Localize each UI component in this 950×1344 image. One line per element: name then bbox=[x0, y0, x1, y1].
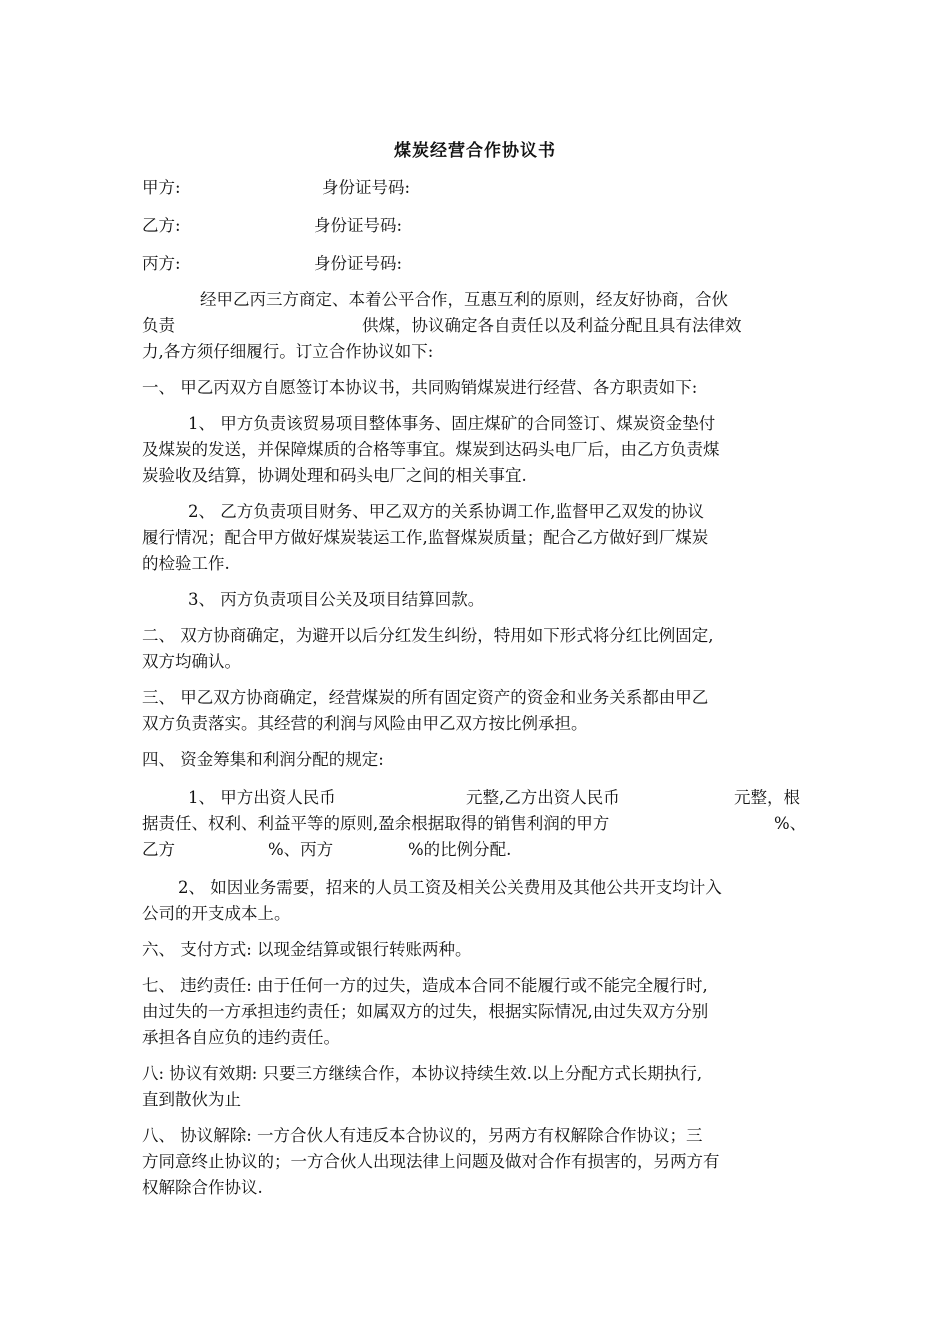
section-1-item-3: 3、 丙方负责项目公关及项目结算回款。 bbox=[188, 590, 485, 609]
section-1-heading: 一、 甲乙丙双方自愿签订本协议书，共同购销煤炭进行经营、各方职责如下: bbox=[142, 378, 698, 397]
section-1-item-2-line-1: 2、 乙方负责项目财务、甲乙双方的关系协调工作,监督甲乙双发的协议 bbox=[188, 502, 704, 521]
intro-line-2b: 供煤，协议确定各自责任以及利益分配且具有法律效 bbox=[362, 316, 742, 335]
section-1-item-1-line-1: 1、 甲方负责该贸易项目整体事务、固庄煤矿的合同签订、煤炭资金垫付 bbox=[188, 414, 716, 433]
section-4-item-1-b: 元整,乙方出资人民币 bbox=[466, 788, 620, 807]
document-title: 煤炭经营合作协议书 bbox=[394, 141, 556, 161]
section-9-line-2: 方同意终止协议的；一方合伙人出现法律上问题及做对合作有损害的，另两方有 bbox=[142, 1152, 720, 1171]
section-8-line-2: 直到散伙为止 bbox=[142, 1090, 241, 1109]
section-1-item-1-line-2: 及煤炭的发送，并保障煤质的合格等事宜。煤炭到达码头电厂后，由乙方负责煤 bbox=[142, 440, 720, 459]
section-7-line-1: 七、 违约责任: 由于任何一方的过失，造成本合同不能履行或不能完全履行时, bbox=[142, 976, 708, 995]
section-3-line-1: 三、 甲乙双方协商确定，经营煤炭的所有固定资产的资金和业务关系都由甲乙 bbox=[142, 688, 709, 707]
section-4-item-1-c: 元整，根 bbox=[734, 788, 800, 807]
section-4-item-1-line-3-c: %的比例分配. bbox=[408, 840, 512, 859]
section-4-item-1-line-3-a: 乙方 bbox=[142, 840, 175, 859]
section-2-line-1: 二、 双方协商确定，为避开以后分红发生纠纷，特用如下形式将分红比例固定, bbox=[142, 626, 714, 645]
section-4-item-2-line-2: 公司的开支成本上。 bbox=[142, 904, 291, 923]
section-4-item-1-a: 1、 甲方出资人民币 bbox=[188, 788, 336, 807]
party-b-label: 乙方: bbox=[142, 216, 181, 235]
party-c-label: 丙方: bbox=[142, 254, 181, 273]
section-2-line-2: 双方均确认。 bbox=[142, 652, 241, 671]
party-b-id-label: 身份证号码: bbox=[314, 216, 403, 235]
intro-line-2a: 负责 bbox=[142, 316, 175, 335]
section-7-line-3: 承担各自应负的违约责任。 bbox=[142, 1028, 340, 1047]
section-1-item-2-line-3: 的检验工作. bbox=[142, 554, 230, 573]
section-6: 六、 支付方式: 以现金结算或银行转账两种。 bbox=[142, 940, 472, 959]
intro-line-1: 经甲乙丙三方商定、本着公平合作，互惠互利的原则，经友好协商，合伙 bbox=[200, 290, 728, 309]
party-a-id-label: 身份证号码: bbox=[322, 178, 411, 197]
party-a-row bbox=[142, 176, 181, 200]
section-9-line-1: 八、 协议解除: 一方合伙人有违反本合协议的，另两方有权解除合作协议；三 bbox=[142, 1126, 703, 1145]
party-a-label: 甲方: bbox=[142, 178, 181, 197]
section-1-item-2-line-2: 履行情况；配合甲方做好煤炭装运工作,监督煤炭质量；配合乙方做好到厂煤炭 bbox=[142, 528, 709, 547]
section-9-line-3: 权解除合作协议. bbox=[142, 1178, 263, 1197]
section-1-item-1-line-3: 炭验收及结算，协调处理和码头电厂之间的相关事宜. bbox=[142, 466, 527, 485]
section-3-line-2: 双方负责落实。其经营的利润与风险由甲乙双方按比例承担。 bbox=[142, 714, 588, 733]
section-4-heading: 四、 资金筹集和利润分配的规定: bbox=[142, 750, 384, 769]
section-4-item-1-line-3-b: %、丙方 bbox=[268, 840, 334, 859]
section-4-item-1-line-2-a: 据责任、权利、利益平等的原则,盈余根据取得的销售利润的甲方 bbox=[142, 814, 610, 833]
section-4-item-1-line-2-b: %、 bbox=[774, 814, 807, 833]
intro-line-3: 力,各方须仔细履行。订立合作协议如下: bbox=[142, 342, 434, 361]
section-8-line-1: 八: 协议有效期: 只要三方继续合作，本协议持续生效.以上分配方式长期执行, bbox=[142, 1064, 703, 1083]
section-4-item-2-line-1: 2、 如因业务需要，招来的人员工资及相关公关费用及其他公共开支均计入 bbox=[178, 878, 722, 897]
party-c-id-label: 身份证号码: bbox=[314, 254, 403, 273]
section-7-line-2: 由过失的一方承担违约责任；如属双方的过失，根据实际情况,由过失双方分别 bbox=[142, 1002, 709, 1021]
